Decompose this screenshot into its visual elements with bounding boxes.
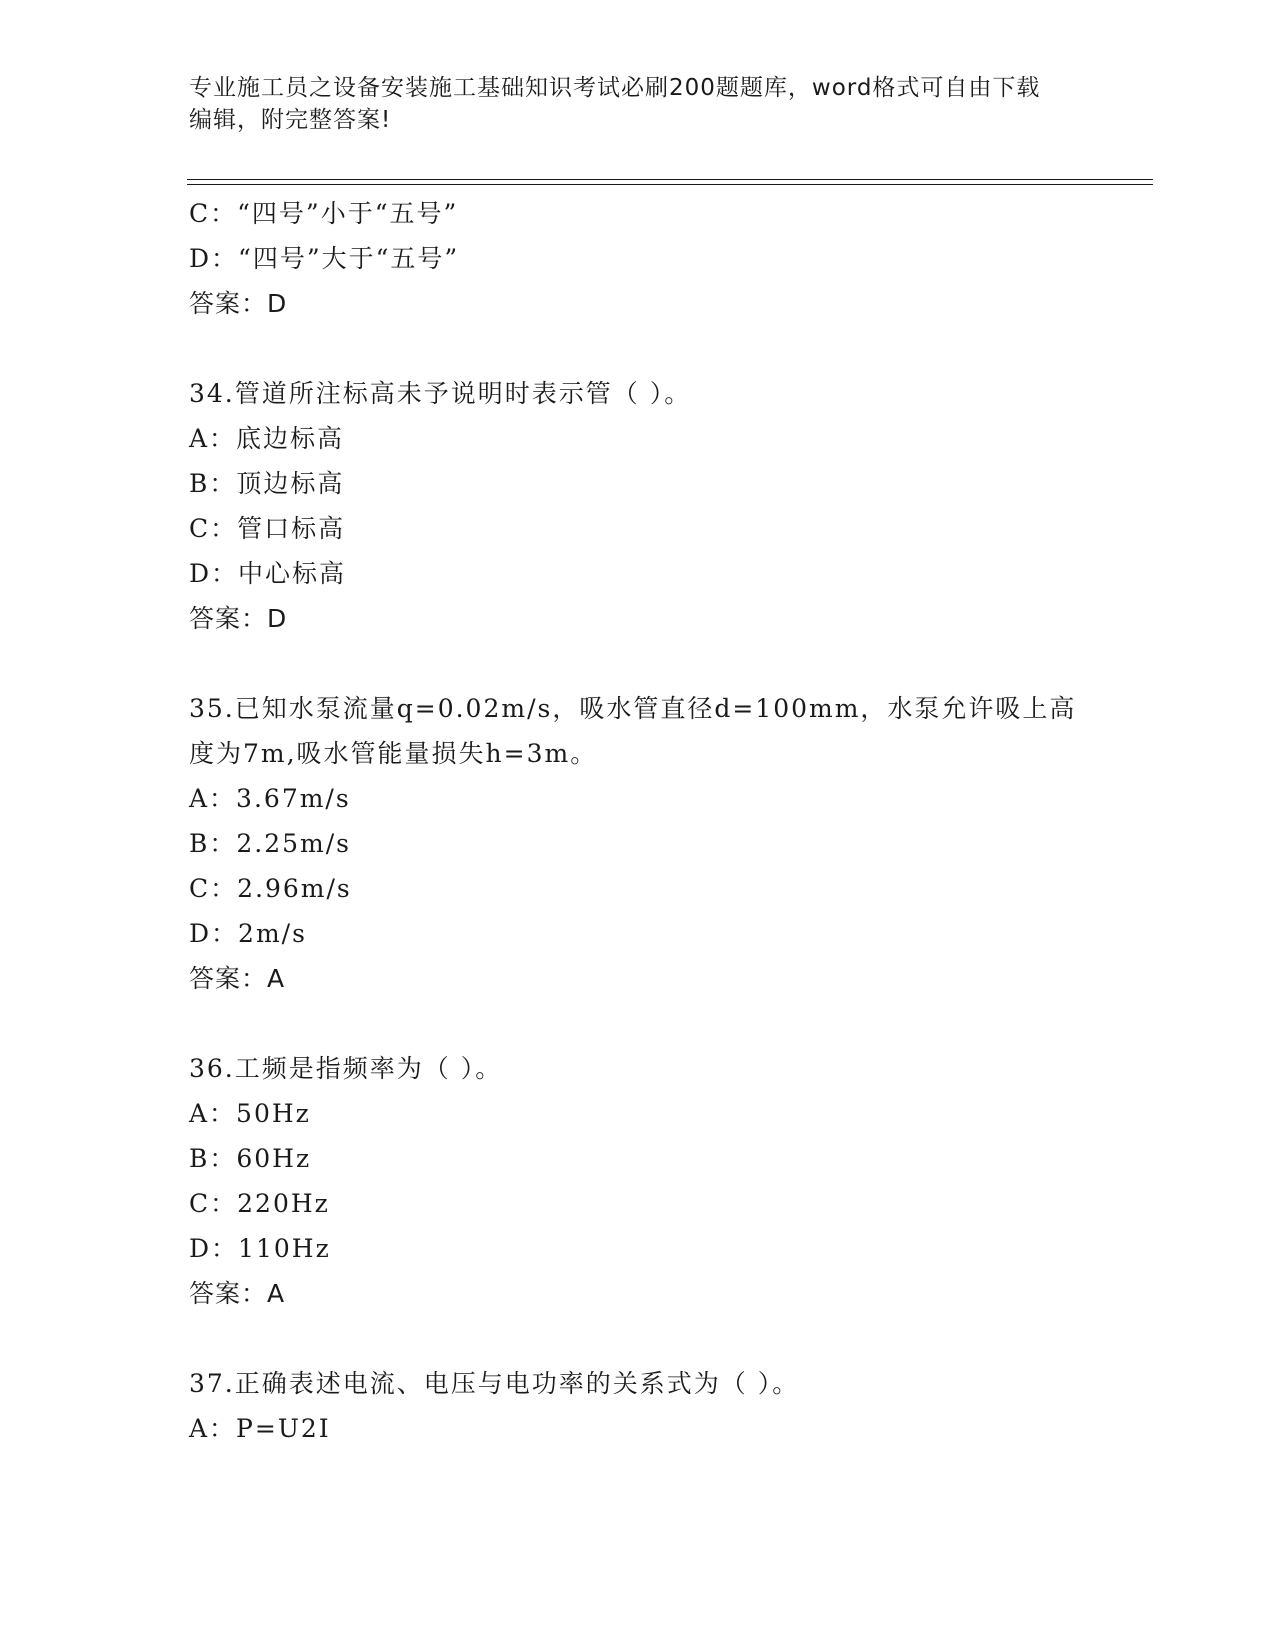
header-rule-bottom xyxy=(187,184,1153,185)
spacer xyxy=(189,1001,1089,1046)
option-d: D：2m/s xyxy=(189,919,307,948)
option-b: B：2.25m/s xyxy=(189,829,351,858)
option-a: A：P=U2I xyxy=(189,1414,331,1443)
question-36 xyxy=(189,1046,1089,1316)
answer: 答案：A xyxy=(189,1279,286,1308)
answer: 答案：D xyxy=(189,604,288,633)
question-34 xyxy=(189,371,1089,641)
spacer xyxy=(189,1316,1089,1361)
option-d: D：“四号”大于“五号” xyxy=(189,244,460,273)
header-title-line-2: 编辑，附完整答案! xyxy=(189,107,392,133)
question-text-line-2: 度为7m,吸水管能量损失h=3m。 xyxy=(189,739,598,768)
question-text: 34.管道所注标高未予说明时表示管（ ）。 xyxy=(189,379,692,408)
answer: 答案：A xyxy=(189,964,286,993)
option-d: D：中心标高 xyxy=(189,559,347,588)
option-d: D：110Hz xyxy=(189,1234,331,1263)
option-a: A：3.67m/s xyxy=(189,784,351,813)
option-c: C：220Hz xyxy=(189,1189,330,1218)
option-c: C：“四号”小于“五号” xyxy=(189,199,459,228)
question-text: 36.工频是指频率为（ ）。 xyxy=(189,1054,503,1083)
answer: 答案：D xyxy=(189,289,288,318)
document-header xyxy=(189,72,1079,136)
option-b: B：60Hz xyxy=(189,1144,312,1173)
option-c: C：2.96m/s xyxy=(189,874,352,903)
question-33 xyxy=(189,191,1089,326)
question-text: 37.正确表述电流、电压与电功率的关系式为（ ）。 xyxy=(189,1369,800,1398)
question-37 xyxy=(189,1361,1089,1451)
question-35 xyxy=(189,686,1089,1001)
spacer xyxy=(189,641,1089,686)
spacer xyxy=(189,326,1089,371)
option-a: A：50Hz xyxy=(189,1099,311,1128)
option-b: B：顶边标高 xyxy=(189,469,345,498)
header-rule-top xyxy=(187,179,1153,180)
question-text-line-1: 35.已知水泵流量q=0.02m/s，吸水管直径d=100mm，水泵允许吸上高 xyxy=(189,694,1077,723)
option-c: C：管口标高 xyxy=(189,514,346,543)
question-list xyxy=(189,191,1089,1451)
option-a: A：底边标高 xyxy=(189,424,345,453)
header-title-line-1: 专业施工员之设备安装施工基础知识考试必刷200题题库，word格式可自由下载 xyxy=(189,75,1041,101)
